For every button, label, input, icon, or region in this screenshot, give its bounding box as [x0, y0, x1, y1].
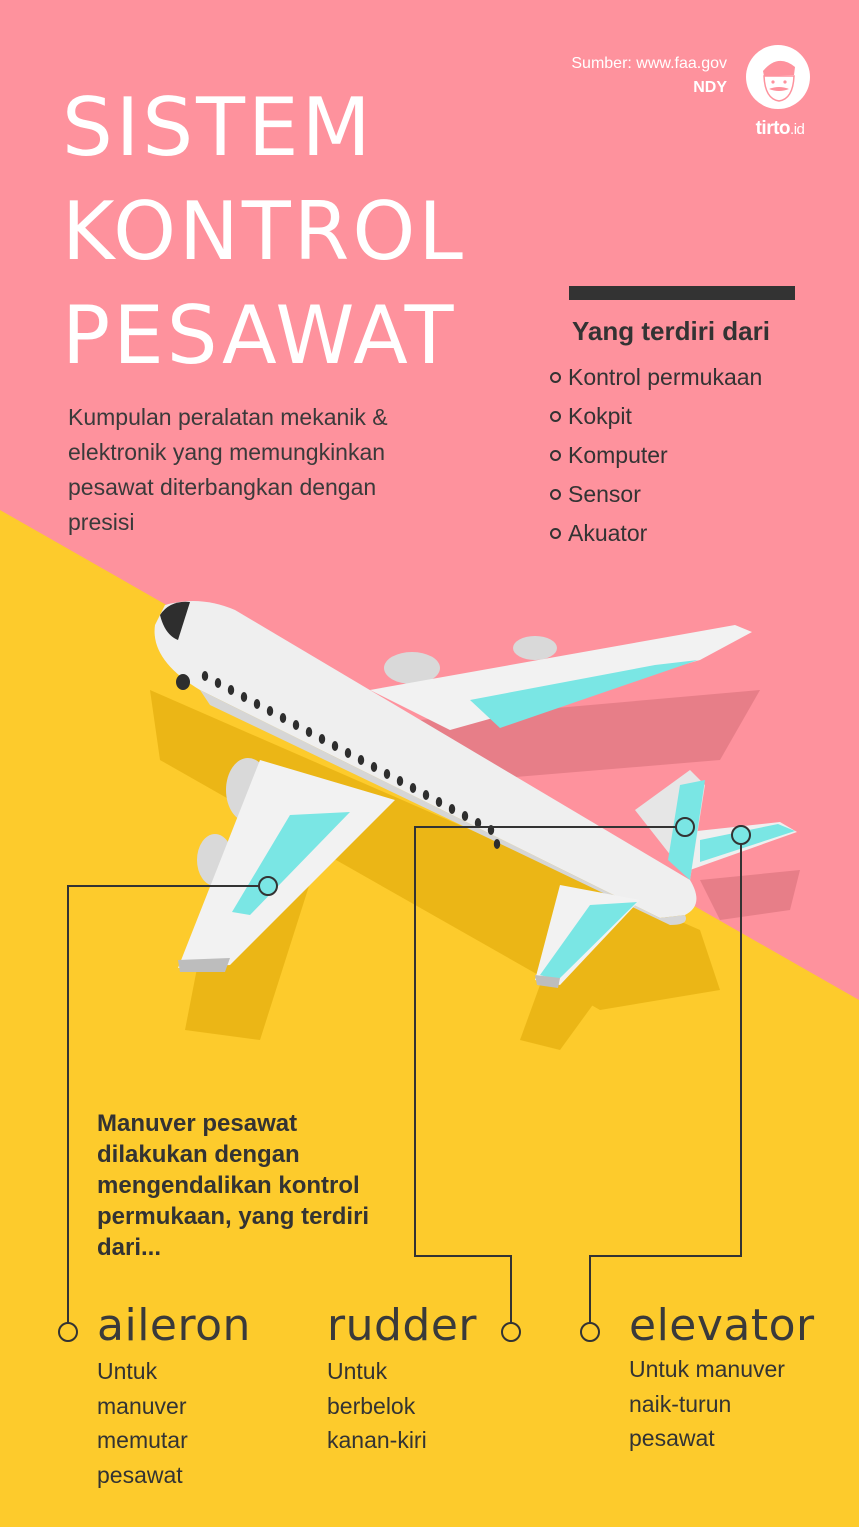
- list-item-label: Kontrol permukaan: [568, 364, 763, 390]
- page-title: [62, 76, 466, 388]
- brand-name: tirto: [755, 118, 791, 139]
- title-line-3: PESAWAT: [62, 289, 457, 382]
- aileron-label-dot: [59, 1323, 77, 1341]
- bullet-circle-icon: [550, 372, 561, 383]
- list-item-label: Komputer: [568, 442, 668, 468]
- author-tag: NDY: [693, 79, 727, 96]
- list-item: [550, 358, 762, 397]
- elevator-callout-line: [590, 835, 741, 1324]
- list-item-label: Sensor: [568, 481, 641, 507]
- components-heading: Yang terdiri dari: [572, 316, 770, 346]
- source-text: Sumber: www.faa.gov: [571, 55, 727, 72]
- surface-name-elevator: elevator: [629, 1300, 815, 1351]
- subtitle: Kumpulan peralatan mekanik & elektronik yang memungkinkan pesawat diterbangkan dengan presisi: [68, 404, 388, 535]
- bullet-circle-icon: [550, 411, 561, 422]
- rudder-callout-line: [415, 827, 685, 1324]
- title-line-2: KONTROL: [62, 185, 466, 278]
- bullet-circle-icon: [550, 489, 561, 500]
- divider-bar: [569, 286, 795, 300]
- bullet-circle-icon: [550, 450, 561, 461]
- surface-description-elevator: Untuk manuver naik-turun pesawat: [629, 1356, 785, 1451]
- rudder-label-dot: [502, 1323, 520, 1341]
- list-item: [550, 514, 762, 553]
- title-line-1: SISTEM: [62, 81, 374, 174]
- surface-name-aileron: aileron: [97, 1300, 251, 1351]
- bullet-circle-icon: [550, 528, 561, 539]
- list-item: [550, 436, 762, 475]
- list-item-label: Akuator: [568, 520, 648, 546]
- components-list: [550, 358, 762, 553]
- list-item: [550, 397, 762, 436]
- elevator-callout-dot: [732, 826, 750, 844]
- list-item-label: Kokpit: [568, 403, 632, 429]
- surface-description-aileron: Untuk manuver memutar pesawat: [97, 1358, 188, 1488]
- surface-description-rudder: Untuk berbelok kanan-kiri: [327, 1358, 427, 1453]
- source-credit: [427, 52, 727, 100]
- brand-logo: [745, 118, 815, 140]
- list-item: [550, 475, 762, 514]
- brand-suffix: .id: [790, 121, 805, 138]
- surface-name-rudder: rudder: [327, 1300, 477, 1351]
- aileron-callout-dot: [259, 877, 277, 895]
- elevator-label-dot: [581, 1323, 599, 1341]
- maneuver-text: Manuver pesawat dilakukan dengan mengendalikan kontrol permukaan, yang terdiri dari...: [97, 1110, 370, 1261]
- rudder-callout-dot: [676, 818, 694, 836]
